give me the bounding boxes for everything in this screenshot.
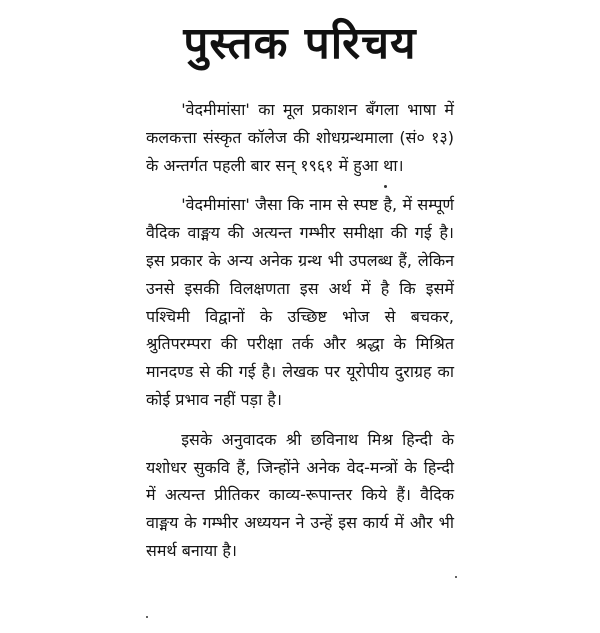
- page-title: पुस्तक परिचय: [183, 18, 417, 69]
- print-speck: [146, 616, 148, 618]
- paragraph-original-publication: 'वेदमीमांसा' का मूल प्रकाशन बँगला भाषा में कलकत्ता संस्कृत कॉलेज की शोधग्रन्थमाला (सं० १३) के अन्तर्गत पहली बार सन् १९६१ में हुआ था।: [146, 100, 454, 175]
- print-speck: [384, 185, 387, 188]
- print-speck: [455, 576, 457, 578]
- paragraph-translator: इसके अनुवादक श्री छविनाथ मिश्र हिन्दी के यशोधर सुकवि हैं, जिन्होंने अनेक वेद-मन्त्रों के हिन्दी में अत्यन्त प्रीतिकर काव्य-रूपान्तर किये हैं। वैदिक वाङ्मय के गम्भीर अध्ययन ने उन्हें इस कार्य में और भी समर्थ बनाया है।: [146, 429, 454, 560]
- paragraph-book-description: 'वेदमीमांसा' जैसा कि नाम से स्पष्ट है, में सम्पूर्ण वैदिक वाङ्मय की अत्यन्त गम्भीर समीक्षा की गई है। इस प्रकार के अन्य अनेक ग्रन्थ भी उपलब्ध हैं, लेकिन उनसे इसकी विलक्षणता इस अर्थ में है कि इसमें पश्चिमी विद्वानों के उच्छिष्ट भोज से बचकर, श्रुतिपरम्परा की परीक्षा तर्क और श्रद्धा के मिश्रित मानदण्ड से की गई है। लेखक पर यूरोपीय दुराग्रह का कोई प्रभाव नहीं पड़ा है।: [146, 195, 454, 409]
- article-body: [146, 96, 454, 565]
